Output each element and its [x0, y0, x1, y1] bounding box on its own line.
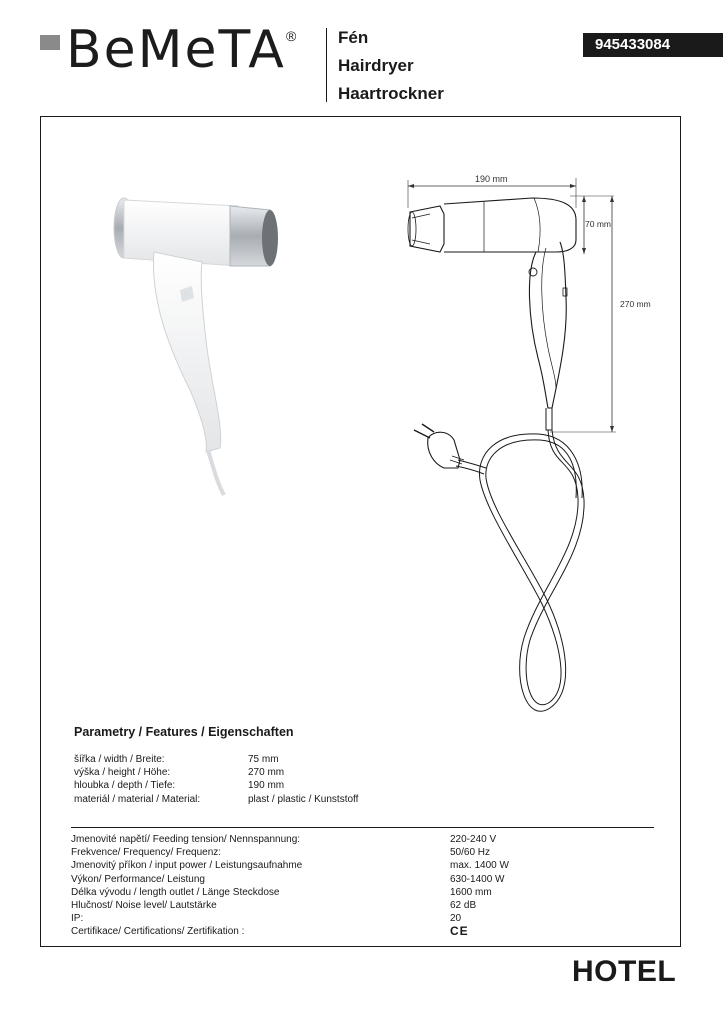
tech-value: 220-240 V [450, 834, 497, 845]
tech-value: 62 dB [450, 899, 477, 911]
tech-label: Certifikace/ Certifications/ Zertifikation : [71, 926, 245, 938]
technical-drawing [400, 168, 670, 738]
tech-value: max. 1400 W [450, 860, 509, 872]
feature-value: plast / plastic / Kunststoff [248, 793, 359, 805]
features-values [248, 753, 408, 806]
tech-value: 1600 mm [450, 886, 492, 898]
feature-label: výška / height / Höhe: [74, 767, 171, 779]
product-code: 945433084 [583, 33, 723, 57]
tech-value: 50/60 Hz [450, 847, 491, 859]
features-heading: Parametry / Features / Eigenschaften [74, 725, 294, 739]
logo-square [40, 35, 60, 50]
tech-label: Jmenovité napětí/ Feeding tension/ Nennspannung: [71, 834, 301, 845]
height-dimension-label: 270 mm [620, 299, 651, 309]
ce-mark-icon: CE [450, 924, 469, 939]
title-czech: Fén [338, 28, 369, 47]
section-divider [71, 827, 654, 828]
feature-value: 190 mm [248, 780, 285, 792]
tech-label: Frekvence/ Frequency/ Frequenz: [71, 847, 222, 859]
title-english: Hairdryer [338, 56, 414, 75]
tech-label: Jmenovitý příkon / input power / Leistungsaufnahme [71, 860, 303, 872]
feature-label: hloubka / depth / Tiefe: [74, 780, 176, 792]
category-label: HOTEL [572, 955, 677, 988]
features-labels [74, 753, 244, 806]
technical-labels [71, 833, 431, 939]
tech-label: Výkon/ Performance/ Leistung [71, 873, 205, 885]
title-german: Haartrockner [338, 84, 444, 103]
technical-values [450, 833, 570, 939]
tech-label: Délka vývodu / length outlet / Länge Steckdose [71, 886, 280, 898]
depth-dimension-label: 70 mm [585, 219, 611, 229]
product-photo [110, 190, 290, 500]
brand-logo: BeMeTA [66, 20, 286, 80]
feature-label: materiál / material / Material: [74, 793, 201, 805]
feature-value: 270 mm [248, 767, 285, 779]
tech-label: IP: [71, 913, 84, 925]
tech-value: 630-1400 W [450, 873, 505, 885]
feature-label: šířka / width / Breite: [74, 754, 165, 765]
feature-value: 75 mm [248, 754, 279, 765]
title-divider [326, 28, 327, 102]
tech-value: 20 [450, 913, 462, 925]
width-dimension-label: 190 mm [475, 174, 508, 184]
tech-label: Hlučnost/ Noise level/ Lautstärke [71, 899, 217, 911]
registered-mark: ® [286, 28, 297, 44]
